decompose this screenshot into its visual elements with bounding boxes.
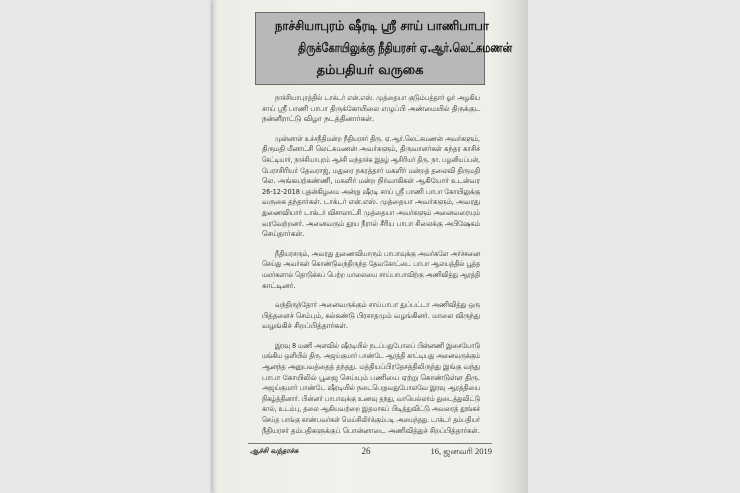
text-line-content: வந்திருந்தோர் அனைவருக்கும் சாய்பாபா துப்பட்டா அணிவித்து ஒரு xyxy=(275,300,480,310)
article-title-line xyxy=(263,60,477,82)
article-title-text: தம்பதியர் வருகை xyxy=(316,63,424,78)
article-body xyxy=(262,93,480,436)
text-line xyxy=(275,134,480,145)
text-line xyxy=(262,270,480,281)
paragraph xyxy=(262,341,480,436)
text-line-content: துணைவியார் டாக்டர் விசாலாட்சி முத்தையா அவர்களும் அனைவரையும் xyxy=(262,207,480,217)
text-line xyxy=(275,249,480,260)
text-line xyxy=(262,114,480,125)
text-line-content: மலர்களால் தொடுக்கப் பெற்ற மாலையை சாய்பாபாவிற்கு அணிவித்து ஆரத்தி xyxy=(262,269,480,279)
article-title-text: திருக்கோயிலுக்கு நீதியரசர் ஏ.ஆர்.லெட்சுமணன் xyxy=(298,41,513,56)
text-line xyxy=(275,93,480,104)
magazine-page xyxy=(213,0,528,493)
text-line xyxy=(262,281,480,292)
paragraph xyxy=(262,134,480,240)
text-line xyxy=(262,176,480,187)
text-line xyxy=(262,362,480,373)
text-line-content: மங்கிய ஒளியில் திரு. அஜய்குமார் பாண்டே ஆரத்தி காட்டியது அனைவருக்கும் xyxy=(262,351,480,361)
article-title-line xyxy=(263,16,489,38)
text-line-content: வரவேற்றனர். அனைவரும் தூய நீரால் சீரிய பாபா சிலைக்கு அபிஷேகம் xyxy=(262,218,480,228)
text-line-content: பேராசிரியர் தேவராஜ், மதுரை நகரத்தார் மகளிர் மன்றத் தலைவி திருமதி xyxy=(262,165,480,175)
text-line-content: 26-12-2018 புதன்கிழமை அன்று ஷீரடி சாய் ஸ்ரீ பாணி பாபா கோயிலுக்கு xyxy=(262,186,480,196)
text-line xyxy=(262,404,480,415)
text-line-content: செட்டியார், நாச்சியாபுரம் ஆச்சி வந்தாச்சு இதழ் ஆசிரியர் திரு. நா. பழனியப்பன், xyxy=(262,154,480,164)
text-line-content: திருமதி மீனாட்சி லெட்சுமணன் அவர்களும், திருவாளர்கள் சுந்தர காசிச் xyxy=(262,144,480,154)
paragraph xyxy=(262,93,480,125)
text-line xyxy=(262,155,480,166)
text-line-content: நன்னீராட்டு விழா நடத்தினார்கள். xyxy=(262,114,375,124)
text-line xyxy=(262,166,480,177)
text-line-content: காட்டினர். xyxy=(262,280,296,290)
page-number: 26 xyxy=(361,446,371,456)
text-line xyxy=(262,394,480,405)
text-line xyxy=(262,351,480,362)
issue-date: 16, ஜனவரி 2019 xyxy=(430,446,492,456)
text-line-content: லெ. அங்கயற்கண்ணி, மகளிர் மன்ற நிர்வாகிகள் ஆகியோர் உடன்வர xyxy=(262,176,480,186)
text-line xyxy=(262,187,480,198)
text-line-content: கால், உடம்பு, தலை ஆகியவற்றை இதமாகப் பிடித்துவிட்டு அவரைத் தூங்கச் xyxy=(262,404,480,414)
text-line xyxy=(262,197,480,208)
footer-divider xyxy=(248,443,492,444)
text-line-content: செய்து அவர்கள் கொண்டுவந்திருந்த தேவகோட்டை பாபா ஆலயத்தில் பூத்த xyxy=(262,259,480,269)
text-line-content: செய்த பாங்கு காண்பவர்கள் மெய்சிலிர்க்கும்படி அமைந்தது. டாக்டர் தம்பதியர் xyxy=(262,415,480,425)
text-line xyxy=(262,259,480,270)
paragraph xyxy=(262,300,480,332)
text-line xyxy=(262,311,480,322)
text-line-content: வருகை தந்தார்கள். டாக்டர் என்.எஸ். முத்தையா அவர்களும், அவரது xyxy=(262,197,480,207)
text-line-content: அஜய்குமார் பாண்டே ஷீரடியில் நடைபெறுவதுபோலவே இரவு ஆரத்தியை xyxy=(262,383,480,393)
text-line-content: சாய் ஸ்ரீ பாணி பாபா திருக்கோயிலை எழுப்பி அண்மையில் திருக்குட xyxy=(262,103,480,113)
text-line-content: வழங்கிச் சிறப்பித்தார்கள். xyxy=(262,321,349,331)
text-line-content: இரவு 8 மணி அளவில் ஷீரடியில் நடப்பதுபோலப் பின்னணி இசையோடு xyxy=(275,340,480,350)
article-title-line xyxy=(263,38,513,60)
text-line xyxy=(275,300,480,311)
page-footer xyxy=(213,446,528,459)
paragraph xyxy=(262,249,480,291)
text-line xyxy=(262,373,480,384)
text-line xyxy=(262,219,480,230)
text-line xyxy=(262,321,480,332)
text-line xyxy=(262,415,480,426)
text-line-content: ஆனந்த அனுபவத்தைத் தந்தது. மத்தியப்பிரதேசத்திலிருந்து இங்கு வந்து xyxy=(262,362,480,372)
text-line-content: நீதியரசர் தம்பதிகளுக்குப் பொன்னாடை அணிவித்துச் சிறப்பித்தார்கள். xyxy=(262,425,480,435)
text-line xyxy=(262,208,480,219)
text-line xyxy=(262,426,480,437)
text-line-content: பாபா கோயிலில் பூஜை செய்யும் பணியை ஏற்று கொண்டுள்ள திரு. xyxy=(262,372,480,382)
text-line xyxy=(275,341,480,352)
text-line xyxy=(262,144,480,155)
text-line-content: செய்தார்கள். xyxy=(262,229,305,239)
text-line-content: பித்தளைச் செம்பும், கல்கண்டு பிரசாதமும் வழங்கினர். மாலை விருந்து xyxy=(262,310,480,320)
text-line-content: நீதியரசரும், அவரது துணைவியாரும் பாபாவுக்கு அவர்களே அர்ச்சனை xyxy=(275,248,480,258)
text-line xyxy=(262,229,480,240)
article-title-box xyxy=(255,12,513,85)
text-line xyxy=(262,383,480,394)
magazine-logo: ஆச்சி வந்தாச்சு xyxy=(250,447,299,455)
text-line xyxy=(262,104,480,115)
text-line-content: நிகழ்த்தினார். பின்னர் பாபாவுக்கு உணவு தந்து, வாயெல்லாம் துடைத்துவிட்டு xyxy=(262,393,480,403)
article-title-text: நாச்சியாபுரம் ஷீரடி ஸ்ரீ சாய் பாணிபாபா xyxy=(274,19,489,34)
text-line-content: நாச்சியாபுரத்தில் டாக்டர் என்.எஸ். முத்தையா குடும்பத்தார் ஓர் அழகிய xyxy=(275,93,480,102)
text-line-content: முன்னாள் உச்சநீதிமன்ற நீதியரசர் திரு. ஏ.ஆர்.லெட்சுமணன் அவர்களும், xyxy=(275,133,480,143)
